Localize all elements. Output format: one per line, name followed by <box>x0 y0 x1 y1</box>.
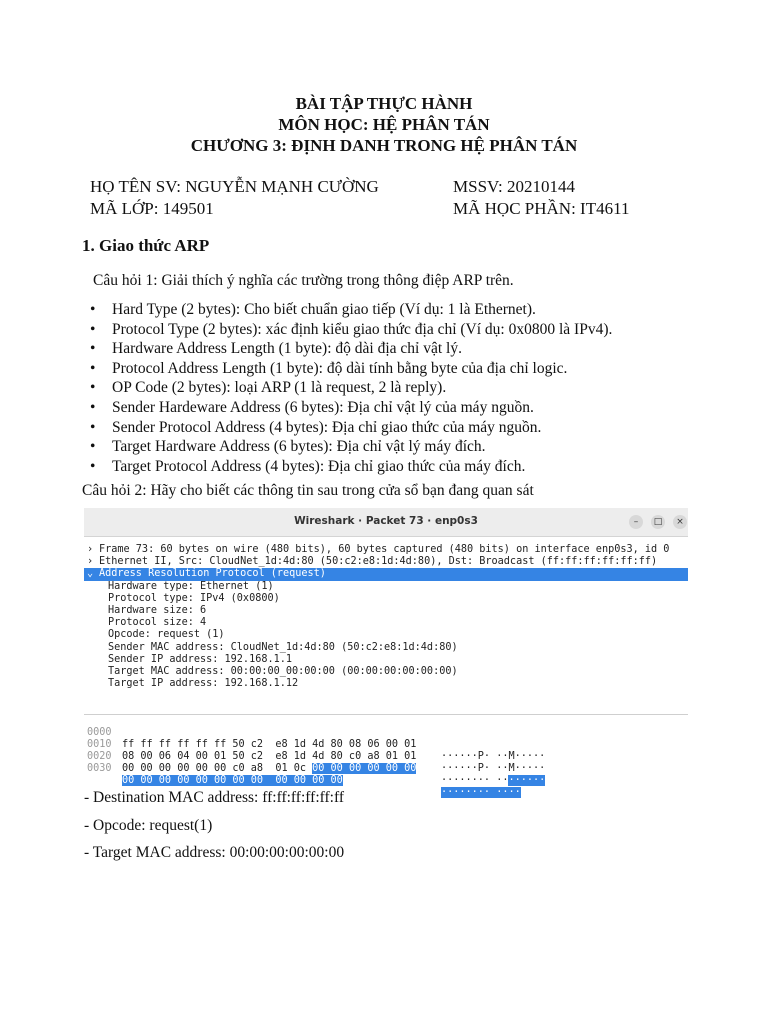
hex-offset: 0010 <box>87 739 112 750</box>
question-1: Câu hỏi 1: Giải thích ý nghĩa các trường trong thông điệp ARP trên. <box>93 272 514 289</box>
list-item: • OP Code (2 bytes): loại ARP (1 là request, 2 là reply). <box>90 378 612 398</box>
hex-offset: 0030 <box>87 763 112 774</box>
class-code: MÃ LỚP: 149501 <box>90 199 214 218</box>
hex-ascii: ········ ········ <box>441 775 546 786</box>
packet-details-tree <box>84 544 688 690</box>
hex-ascii <box>441 787 521 799</box>
list-item: • Target Hardware Address (6 bytes): Địa chỉ vật lý máy đích. <box>90 437 612 457</box>
document-title <box>0 93 768 156</box>
list-item: • Sender Hardeware Address (6 bytes): Địa chỉ vật lý của máy nguồn. <box>90 398 612 418</box>
answer-opcode: - Opcode: request(1) <box>84 817 213 834</box>
ascii-selection: ········ ···· <box>441 787 521 798</box>
tree-row-field[interactable]: Sender IP address: 192.168.1.1 <box>108 653 293 665</box>
window-titlebar[interactable] <box>84 508 688 537</box>
hex-bytes: 08 00 06 04 00 01 50 c2 e8 1d 4d 80 c0 a8 01 01 <box>122 751 417 762</box>
tree-row-field[interactable]: Sender MAC address: CloudNet_1d:4d:80 (50:c2:e8:1d:4d:80) <box>108 641 458 653</box>
hex-bytes: ff ff ff ff ff ff 50 c2 e8 1d 4d 80 08 06 00 01 <box>122 739 417 750</box>
close-button[interactable]: × <box>673 515 687 529</box>
title-line-1: BÀI TẬP THỰC HÀNH <box>295 94 473 113</box>
chevron-right-icon[interactable]: › <box>87 544 94 555</box>
tree-row-field[interactable]: Target MAC address: 00:00:00_00:00:00 (00:00:00:00:00:00) <box>108 665 458 677</box>
window-title: Wireshark · Packet 73 · enp0s3 <box>294 515 478 527</box>
list-item: • Target Protocol Address (4 bytes): Địa chỉ giao thức của máy đích. <box>90 457 612 477</box>
hex-selection: 00 00 00 00 00 00 <box>312 763 417 774</box>
hex-offset: 0000 <box>87 727 112 738</box>
student-name: HỌ TÊN SV: NGUYỄN MẠNH CƯỜNG <box>90 177 379 196</box>
title-line-2: MÔN HỌC: HỆ PHÂN TÁN <box>278 115 490 134</box>
hex-bytes <box>122 775 343 787</box>
tree-row-field[interactable]: Protocol size: 4 <box>108 617 207 629</box>
list-item: • Protocol Address Length (1 byte): độ dài tính bằng byte của địa chỉ logic. <box>90 359 612 379</box>
course-code: MÃ HỌC PHẦN: IT4611 <box>453 199 630 218</box>
list-item: • Hard Type (2 bytes): Cho biết chuẩn giao tiếp (Ví dụ: 1 là Ethernet). <box>90 300 612 320</box>
hex-ascii: ······P· ··M····· <box>441 763 546 774</box>
answer-destination-mac: - Destination MAC address: ff:ff:ff:ff:ff:ff <box>84 789 345 806</box>
minimize-button[interactable]: – <box>629 515 643 529</box>
tree-row-arp[interactable]: ⌄ Address Resolution Protocol (request) <box>84 568 688 580</box>
maximize-button[interactable]: □ <box>651 515 665 529</box>
list-item: • Protocol Type (2 bytes): xác định kiểu giao thức địa chỉ (Ví dụ: 0x0800 là IPv4). <box>90 320 612 340</box>
hex-selection: 00 00 00 00 00 00 00 00 00 00 00 00 <box>122 775 343 786</box>
section-heading: 1. Giao thức ARP <box>82 236 210 255</box>
question-2: Câu hỏi 2: Hãy cho biết các thông tin sau trong cửa sổ bạn đang quan sát <box>82 482 534 499</box>
chevron-right-icon[interactable]: › <box>87 556 94 568</box>
title-line-3: CHƯƠNG 3: ĐỊNH DANH TRONG HỆ PHÂN TÁN <box>190 136 578 155</box>
hex-offset: 0020 <box>87 751 112 762</box>
ascii-selection: ······ <box>508 775 546 786</box>
tree-row-ethernet[interactable]: › Ethernet II, Src: CloudNet_1d:4d:80 (50:c2:e8:1d:4d:80), Dst: Broadcast (ff:ff:ff:ff:ff:ff) <box>87 556 658 568</box>
list-item: • Hardware Address Length (1 byte): độ dài địa chỉ vật lý. <box>90 339 612 359</box>
tree-row-field[interactable]: Target IP address: 192.168.1.12 <box>108 678 299 690</box>
arp-field-list <box>90 300 612 476</box>
hex-bytes: 00 00 00 00 00 00 c0 a8 01 0c 00 00 00 00 00 00 <box>122 763 417 774</box>
hex-ascii: ······P· ··M····· <box>441 751 546 762</box>
tree-row-field[interactable]: Opcode: request (1) <box>108 629 225 641</box>
tree-row-frame[interactable]: › Frame 73: 60 bytes on wire (480 bits), 60 bytes captured (480 bits) on interface enp0s3, id 0 <box>87 544 670 555</box>
student-id: MSSV: 20210144 <box>453 177 576 196</box>
list-item: • Sender Protocol Address (4 bytes): Địa chỉ giao thức của máy nguồn. <box>90 418 612 438</box>
tree-row-field[interactable]: Hardware type: Ethernet (1) <box>108 580 274 592</box>
tree-row-field[interactable]: Protocol type: IPv4 (0x0800) <box>108 592 280 604</box>
answer-target-mac: - Target MAC address: 00:00:00:00:00:00 <box>84 844 345 861</box>
chevron-down-icon[interactable]: ⌄ <box>87 568 94 580</box>
tree-row-field[interactable]: Hardware size: 6 <box>108 604 207 616</box>
